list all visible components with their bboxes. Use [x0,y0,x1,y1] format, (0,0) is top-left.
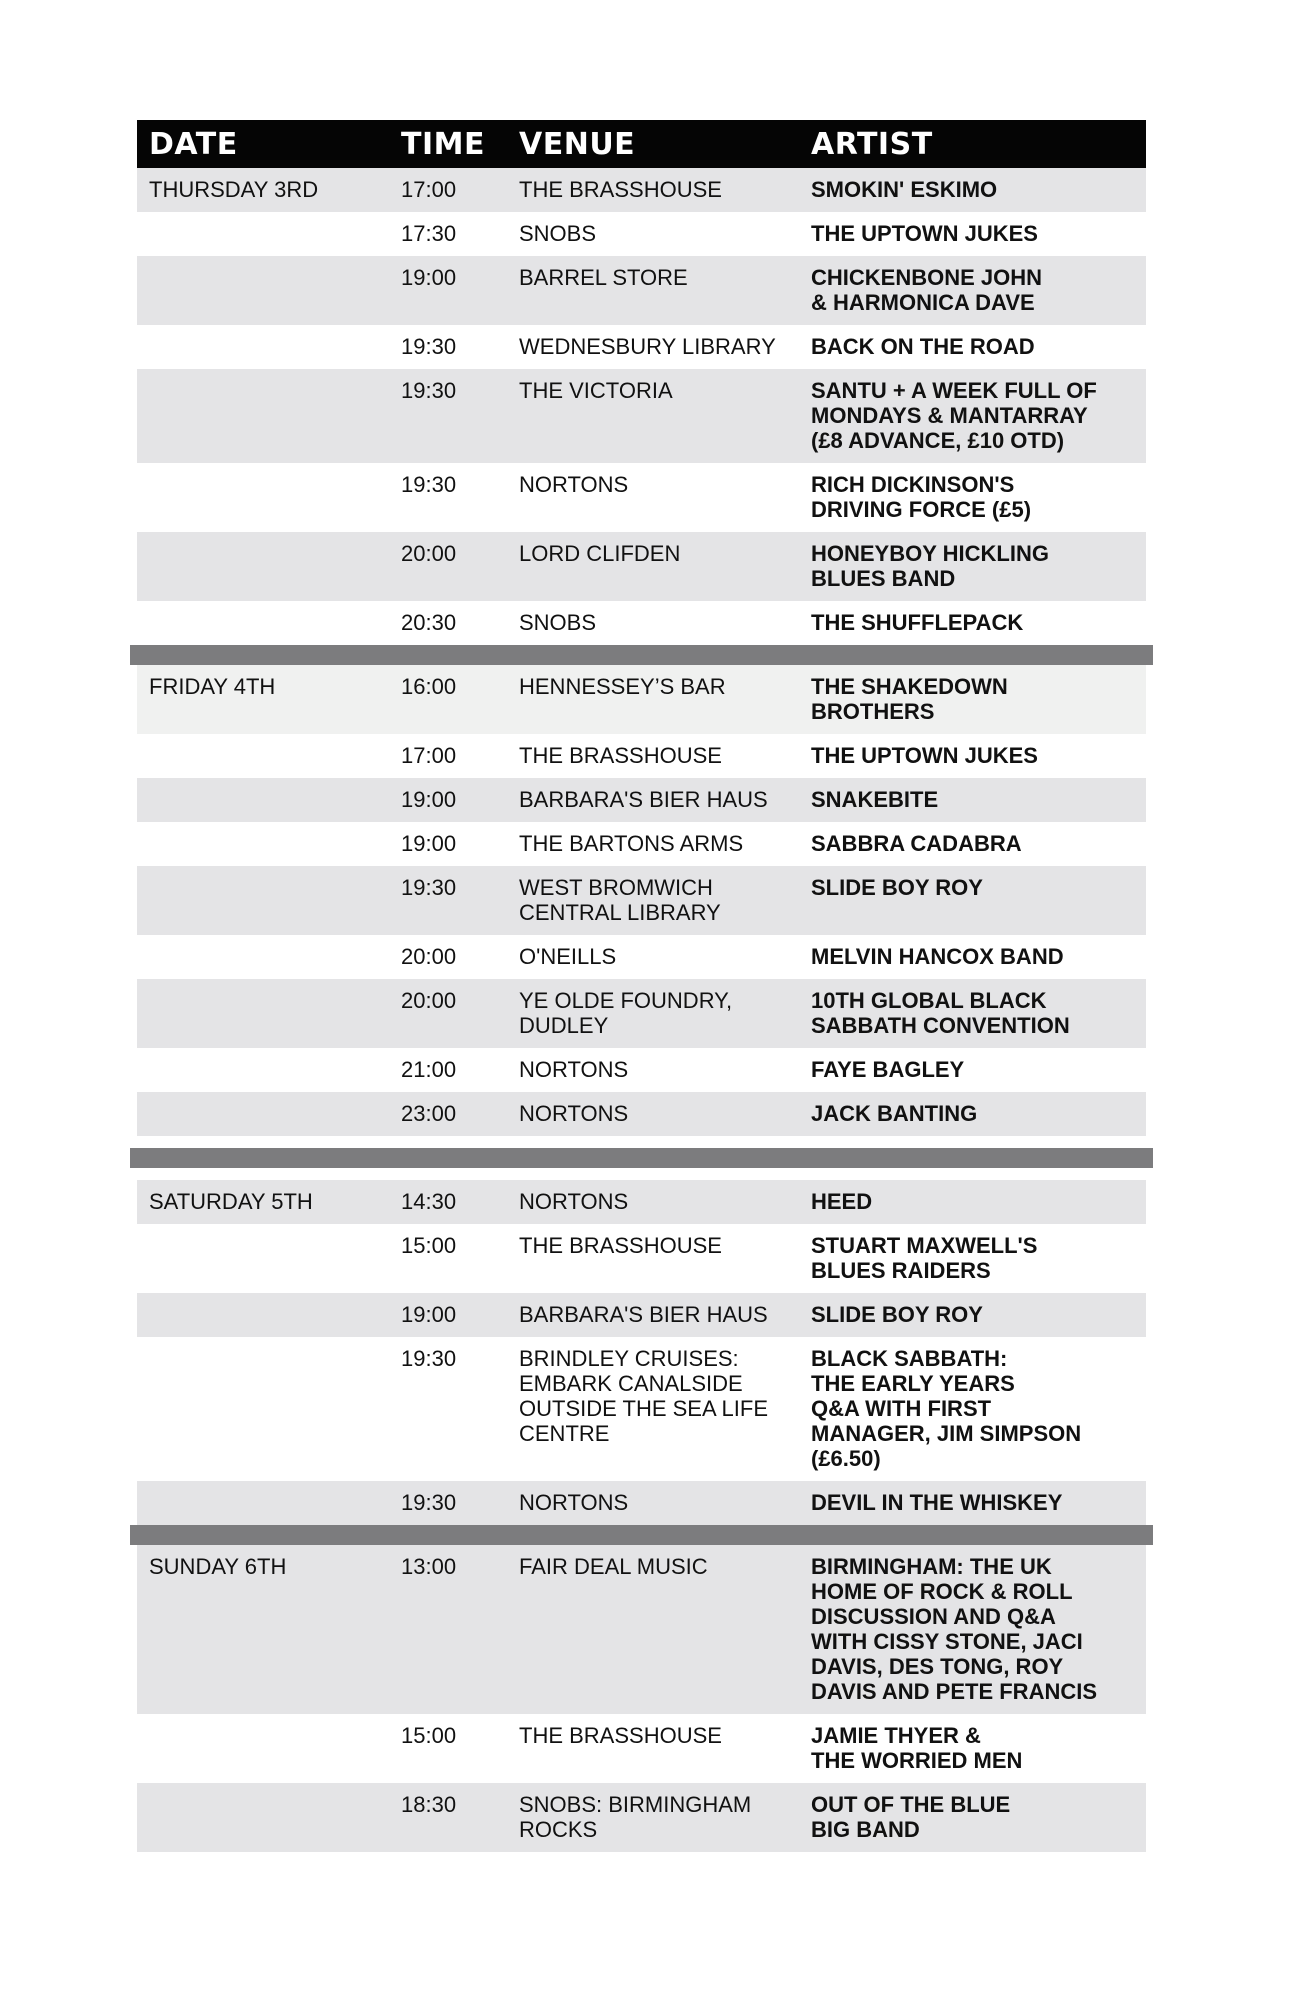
table-body [137,168,1146,1852]
time-cell: 13:00 [401,1554,457,1579]
date-cell [137,875,389,925]
date-cell [137,610,389,635]
time-cell: 20:00 [401,944,457,969]
venue-cell: BARBARA'S BIER HAUS [519,1302,768,1327]
table-row [137,1545,1146,1714]
venue-cell: THE BRASSHOUSE [519,1233,722,1258]
date-cell [137,1346,389,1471]
artist-cell: THE SHAKEDOWN BROTHERS [811,674,1008,724]
venue-cell: NORTONS [519,1101,629,1126]
table-row [137,1092,1146,1136]
date-cell: SUNDAY 6TH [149,1554,287,1579]
date-cell [137,541,389,591]
date-cell [137,378,389,453]
artist-cell: BIRMINGHAM: THE UK HOME OF ROCK & ROLL DISCUSSION AND Q&A WITH CISSY STONE, JACI DAVIS, DES TONG, ROY DAVIS AND PETE FRANCIS [811,1554,1098,1704]
date-cell [137,988,389,1038]
time-cell: 15:00 [401,1233,457,1258]
venue-cell: LORD CLIFDEN [519,541,681,566]
artist-cell: DEVIL IN THE WHISKEY [811,1490,1063,1515]
date-cell [137,787,389,812]
artist-cell: THE UPTOWN JUKES [811,743,1038,768]
table-row [137,212,1146,256]
venue-cell: FAIR DEAL MUSIC [519,1554,708,1579]
venue-cell: THE BRASSHOUSE [519,1723,722,1748]
time-cell: 19:00 [401,831,457,856]
table-row [137,1293,1146,1337]
time-cell: 19:00 [401,265,457,290]
day-divider [130,645,1153,665]
time-cell: 19:30 [401,472,457,497]
venue-cell: NORTONS [519,472,629,497]
date-cell [137,1302,389,1327]
date-cell [137,944,389,969]
header-artist: ARTIST [811,126,933,162]
time-cell: 21:00 [401,1057,457,1082]
table-row [137,168,1146,212]
artist-cell: BACK ON THE ROAD [811,334,1035,359]
artist-cell: SLIDE BOY ROY [811,1302,983,1327]
venue-cell: BARBARA'S BIER HAUS [519,787,768,812]
artist-cell: THE SHUFFLEPACK [811,610,1024,635]
table-row [137,866,1146,935]
venue-cell: SNOBS [519,221,597,246]
time-cell: 20:00 [401,541,457,566]
table-row [137,1783,1146,1852]
header-time: TIME [401,126,485,162]
time-cell: 19:30 [401,1490,457,1515]
date-cell [137,1057,389,1082]
date-cell [137,265,389,315]
venue-cell: HENNESSEY’S BAR [519,674,726,699]
table-row [137,778,1146,822]
venue-cell: WEST BROMWICH CENTRAL LIBRARY [519,875,721,925]
table-row [137,256,1146,325]
time-cell: 18:30 [401,1792,457,1817]
date-cell [137,743,389,768]
venue-cell: THE BARTONS ARMS [519,831,744,856]
venue-cell: NORTONS [519,1057,629,1082]
time-cell: 17:00 [401,743,457,768]
venue-cell: NORTONS [519,1189,629,1214]
table-row [137,325,1146,369]
venue-cell: SNOBS: BIRMINGHAM ROCKS [519,1792,752,1842]
table-row [137,935,1146,979]
table-row [137,734,1146,778]
venue-cell: THE BRASSHOUSE [519,743,722,768]
venue-cell: O'NEILLS [519,944,617,969]
time-cell: 20:30 [401,610,457,635]
time-cell: 17:30 [401,221,457,246]
time-cell: 19:00 [401,787,457,812]
artist-cell: OUT OF THE BLUE BIG BAND [811,1792,1011,1842]
time-cell: 14:30 [401,1189,457,1214]
venue-cell: WEDNESBURY LIBRARY [519,334,776,359]
time-cell: 17:00 [401,177,457,202]
time-cell: 15:00 [401,1723,457,1748]
date-cell [137,831,389,856]
date-cell: FRIDAY 4TH [149,674,276,699]
date-cell [137,472,389,522]
time-cell: 19:30 [401,378,457,403]
time-cell: 19:30 [401,1346,457,1371]
date-cell [137,1792,389,1842]
time-cell: 20:00 [401,988,457,1013]
table-row [137,601,1146,645]
artist-cell: SABBRA CADABRA [811,831,1022,856]
table-row [137,1337,1146,1481]
artist-cell: JAMIE THYER & THE WORRIED MEN [811,1723,1023,1773]
artist-cell: RICH DICKINSON'S DRIVING FORCE (£5) [811,472,1032,522]
table-row [137,532,1146,601]
table-row [137,1048,1146,1092]
spacer [137,1136,1146,1148]
artist-cell: HONEYBOY HICKLING BLUES BAND [811,541,1049,591]
table-row [137,369,1146,463]
date-cell [137,1723,389,1773]
venue-cell: BRINDLEY CRUISES: EMBARK CANALSIDE OUTSIDE THE SEA LIFE CENTRE [519,1346,768,1446]
time-cell: 23:00 [401,1101,457,1126]
artist-cell: SNAKEBITE [811,787,939,812]
table-row [137,1224,1146,1293]
artist-cell: STUART MAXWELL'S BLUES RAIDERS [811,1233,1038,1283]
artist-cell: 10TH GLOBAL BLACK SABBATH CONVENTION [811,988,1070,1038]
artist-cell: JACK BANTING [811,1101,978,1126]
venue-cell: BARREL STORE [519,265,688,290]
artist-cell: SMOKIN' ESKIMO [811,177,998,202]
artist-cell: HEED [811,1189,873,1214]
header-date: DATE [149,126,238,162]
date-cell [137,1101,389,1126]
time-cell: 19:30 [401,875,457,900]
artist-cell: BLACK SABBATH: THE EARLY YEARS Q&A WITH FIRST MANAGER, JIM SIMPSON (£6.50) [811,1346,1082,1471]
table-row [137,1481,1146,1525]
header-venue: VENUE [519,126,636,162]
time-cell: 16:00 [401,674,457,699]
table-row [137,1180,1146,1224]
date-cell [137,1233,389,1283]
spacer [137,1168,1146,1180]
artist-cell: CHICKENBONE JOHN & HARMONICA DAVE [811,265,1043,315]
date-cell [137,221,389,246]
venue-cell: THE BRASSHOUSE [519,177,722,202]
venue-cell: NORTONS [519,1490,629,1515]
artist-cell: FAYE BAGLEY [811,1057,965,1082]
table-row [137,979,1146,1048]
table-row [137,665,1146,734]
table-row [137,1714,1146,1783]
venue-cell: SNOBS [519,610,597,635]
table-header [137,120,1146,168]
date-cell [137,334,389,359]
date-cell [137,1490,389,1515]
table-row [137,822,1146,866]
artist-cell: SANTU + A WEEK FULL OF MONDAYS & MANTARRAY (£8 ADVANCE, £10 OTD) [811,378,1097,453]
day-divider [130,1148,1153,1168]
date-cell: THURSDAY 3RD [149,177,319,202]
artist-cell: SLIDE BOY ROY [811,875,983,900]
artist-cell: MELVIN HANCOX BAND [811,944,1064,969]
venue-cell: THE VICTORIA [519,378,673,403]
time-cell: 19:00 [401,1302,457,1327]
day-divider [130,1525,1153,1545]
gig-schedule-table [137,120,1146,1852]
date-cell: SATURDAY 5TH [149,1189,313,1214]
time-cell: 19:30 [401,334,457,359]
table-row [137,463,1146,532]
venue-cell: YE OLDE FOUNDRY, DUDLEY [519,988,733,1038]
artist-cell: THE UPTOWN JUKES [811,221,1038,246]
